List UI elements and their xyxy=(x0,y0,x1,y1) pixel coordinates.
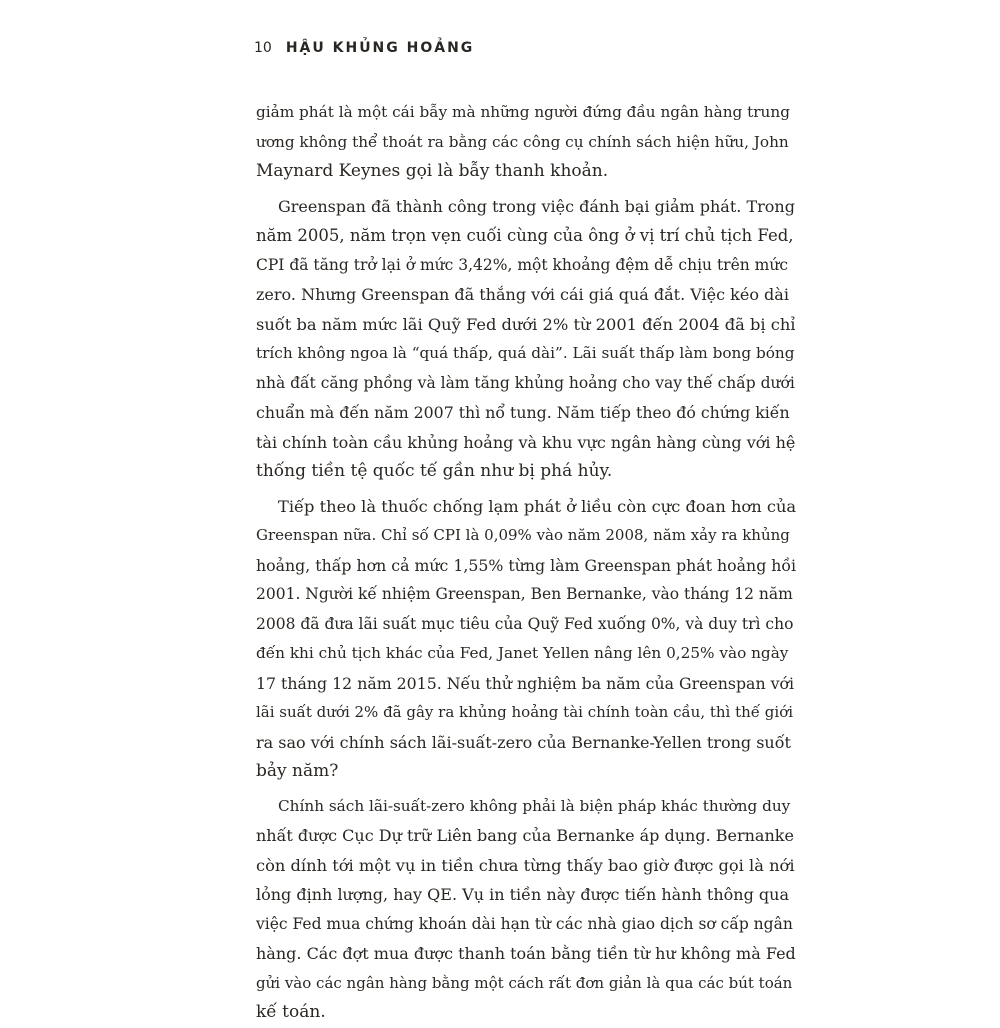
text-line: kế toán. xyxy=(256,1002,326,1022)
text-line: gửi vào các ngân hàng bằng một cách rất đơn giản là qua các bút toán xyxy=(256,973,793,992)
text-line: CPI đã tăng trở lại ở mức 3,42%, một khoảng đệm dễ chịu trên mức xyxy=(256,255,789,274)
text-line: tài chính toàn cầu khủng hoảng và khu vực ngân hàng cùng với hệ xyxy=(256,432,796,452)
text-line: hoảng, thấp hơn cả mức 1,55% từng làm Greenspan phát hoảng hồi xyxy=(256,555,797,575)
text-line: nhà đất căng phồng và làm tăng khủng hoảng cho vay thế chấp dưới xyxy=(256,373,795,392)
text-line: nhất được Cục Dự trữ Liên bang của Bernanke áp dụng. Bernanke xyxy=(256,826,794,845)
text-line: thống tiền tệ quốc tế gần như bị phá hủy. xyxy=(256,461,613,481)
text-line: giảm phát là một cái bẫy mà những người đứng đầu ngân hàng trung xyxy=(256,103,790,121)
text-line: ương không thể thoát ra bằng các công cụ chính sách hiện hữu, John xyxy=(256,132,789,151)
paragraph xyxy=(256,792,796,1028)
text-line: Chính sách lãi-suất-zero không phải là biện pháp khác thường duy xyxy=(278,796,791,815)
running-title: HẬU KHỦNG HOẢNG xyxy=(285,40,475,56)
text-line: hàng. Các đợt mua được thanh toán bằng tiền từ hư không mà Fed xyxy=(256,944,796,963)
text-line: Greenspan đã thành công trong việc đánh bại giảm phát. Trong xyxy=(278,196,795,216)
text-line: còn dính tới một vụ in tiền chưa từng thấy bao giờ được gọi là nới xyxy=(256,855,795,875)
text-line: việc Fed mua chứng khoán dài hạn từ các nhà giao dịch sơ cấp ngân xyxy=(256,914,793,933)
paragraph xyxy=(256,192,796,487)
text-line: suốt ba năm mức lãi Quỹ Fed dưới 2% từ 2001 đến 2004 đã bị chỉ xyxy=(256,314,796,334)
text-line: đến khi chủ tịch khác của Fed, Janet Yellen nâng lên 0,25% vào ngày xyxy=(256,644,789,662)
paragraph xyxy=(256,98,796,187)
text-line: Greenspan nữa. Chỉ số CPI là 0,09% vào năm 2008, năm xảy ra khủng xyxy=(256,526,790,544)
text-line: Tiếp theo là thuốc chống lạm phát ở liều còn cực đoan hơn của xyxy=(278,496,797,516)
text-line: 2008 đã đưa lãi suất mục tiêu của Quỹ Fed xuống 0%, và duy trì cho xyxy=(256,614,794,633)
text-line: zero. Nhưng Greenspan đã thắng với cái giá quá đắt. Việc kéo dài xyxy=(256,285,789,304)
text-line: chuẩn mà đến năm 2007 thì nổ tung. Năm tiếp theo đó chứng kiến xyxy=(256,403,790,422)
running-head xyxy=(254,40,474,56)
text-line: 2001. Người kế nhiệm Greenspan, Ben Bernanke, vào tháng 12 năm xyxy=(256,585,793,603)
text-line: bảy năm? xyxy=(256,761,339,781)
text-line: lãi suất dưới 2% đã gây ra khủng hoảng tài chính toàn cầu, thì thế giới xyxy=(256,703,794,721)
text-line: trích không ngoa là “quá thấp, quá dài”. Lãi suất thấp làm bong bóng xyxy=(256,344,795,362)
text-line: lỏng định lượng, hay QE. Vụ in tiền này được tiến hành thông qua xyxy=(256,885,789,904)
text-line: năm 2005, năm trọn vẹn cuối cùng của ông ở vị trí chủ tịch Fed, xyxy=(256,226,794,245)
page-number: 10 xyxy=(254,40,272,56)
text-line: 17 tháng 12 năm 2015. Nếu thử nghiệm ba năm của Greenspan với xyxy=(256,673,795,693)
text-line: Maynard Keynes gọi là bẫy thanh khoản. xyxy=(256,161,609,181)
paragraph xyxy=(256,492,796,787)
body-text xyxy=(256,98,796,1028)
text-line: ra sao với chính sách lãi-suất-zero của Bernanke-Yellen trong suốt xyxy=(256,732,791,752)
